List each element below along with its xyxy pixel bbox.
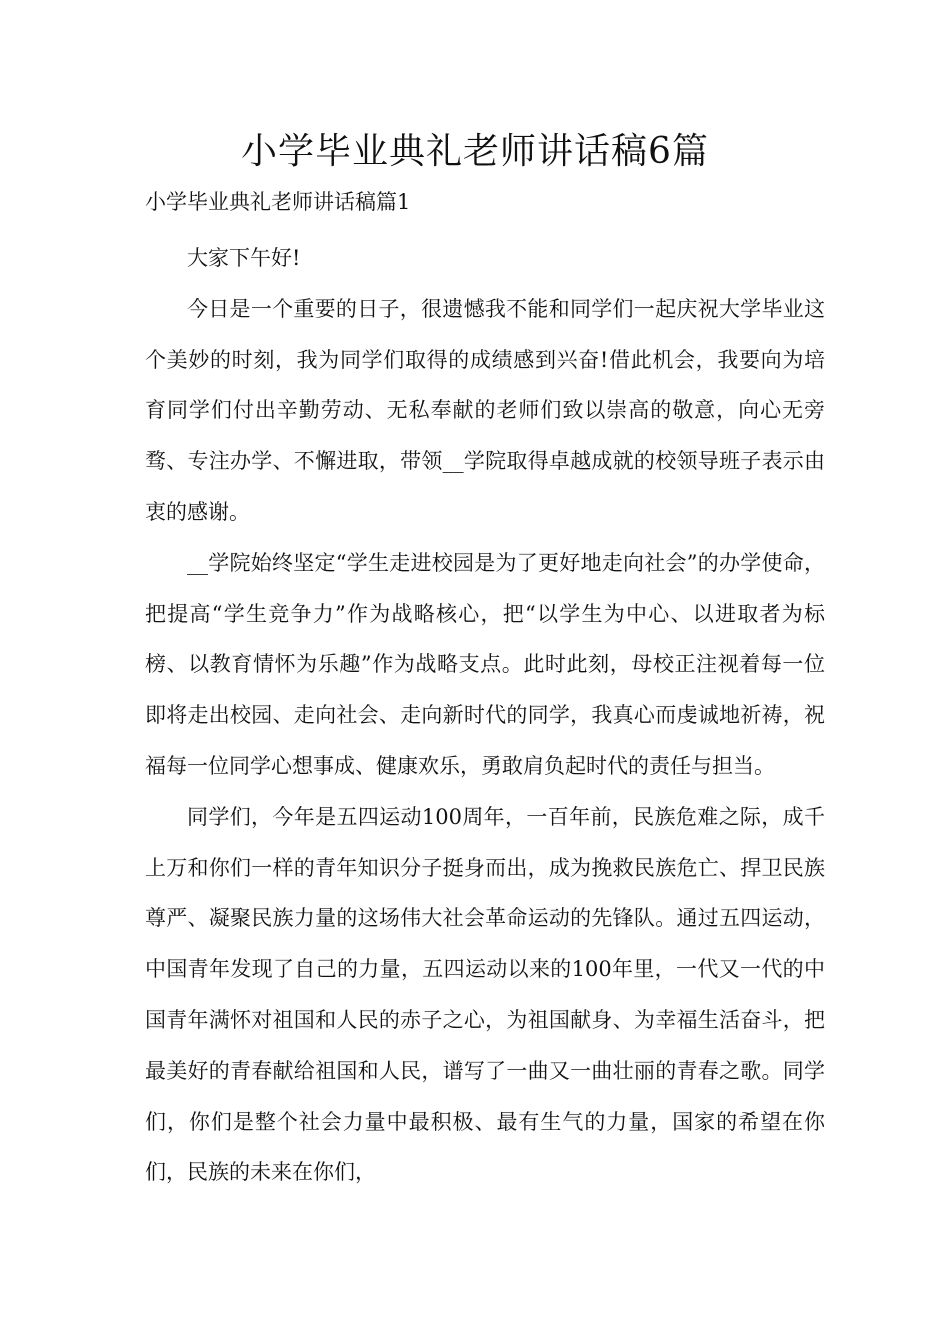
paragraph-2: __学院始终坚定“学生走进校园是为了更好地走向社会”的办学使命，把提高“学生竞争力”作为战略核心，把“以学生为中心、以进取者为标榜、以教育情怀为乐趣”作为战略支点。此时此刻，母校正注视着每一位即将走出校园、走向社会、走向新时代的同学，我真心而虔诚地祈祷，祝福每一位同学心想事成、健康欢乐，勇敢肩负起时代的责任与担当。 <box>145 550 825 778</box>
paragraph-greeting: 大家下午好! <box>187 246 301 270</box>
document-body <box>145 233 825 1198</box>
paragraph-1: 今日是一个重要的日子，很遗憾我不能和同学们一起庆祝大学毕业这个美妙的时刻，我为同学们取得的成绩感到兴奋!借此机会，我要向为培育同学们付出辛勤劳动、无私奉献的老师们致以崇高的敬意，向心无旁骛、专注办学、不懈进取，带领__学院取得卓越成就的校领导班子表示由衷的感谢。 <box>145 296 825 524</box>
paragraph-3: 同学们，今年是五四运动100周年，一百年前，民族危难之际，成千上万和你们一样的青年知识分子挺身而出，成为挽救民族危亡、捍卫民族尊严、凝聚民族力量的这场伟大社会革命运动的先锋队。通过五四运动，中国青年发现了自己的力量，五四运动以来的100年里，一代又一代的中国青年满怀对祖国和人民的赤子之心，为祖国献身、为幸福生活奋斗，把最美好的青春献给祖国和人民，谱写了一曲又一曲壮丽的青春之歌。同学们，你们是整个社会力量中最积极、最有生气的力量，国家的希望在你们，民族的未来在你们， <box>145 804 825 1185</box>
section-heading: 小学毕业典礼老师讲话稿篇1 <box>145 190 411 214</box>
document-title: 小学毕业典礼老师讲话稿6篇 <box>241 131 709 172</box>
